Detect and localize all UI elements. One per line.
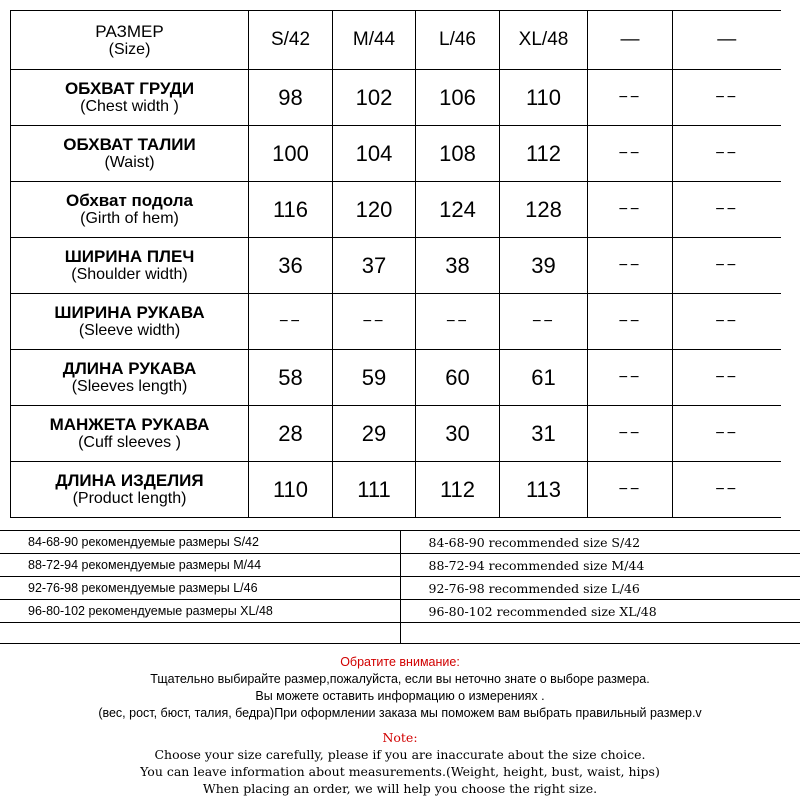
- size-header-xl: XL/48: [500, 11, 588, 70]
- recommendation-en: 96-80-102 recommended size XL/48: [400, 600, 800, 623]
- measurement-value: −−: [673, 70, 781, 126]
- recommendation-en: 92-76-98 recommended size L/46: [400, 577, 800, 600]
- measurement-label-en: (Cuff sleeves ): [78, 434, 181, 451]
- measurement-value: −−: [673, 350, 781, 406]
- measurement-value: −−: [333, 294, 416, 350]
- measurement-label-ru: ШИРИНА РУКАВА: [54, 303, 205, 322]
- measurement-value: 36: [249, 238, 333, 294]
- measurement-label-ru: ДЛИНА ИЗДЕЛИЯ: [55, 471, 204, 490]
- size-header-s: S/42: [249, 11, 333, 70]
- measurement-label-en: (Shoulder width): [71, 266, 188, 283]
- measurement-value: 110: [249, 462, 333, 518]
- measurement-value: 29: [333, 406, 416, 462]
- measurement-value: 113: [500, 462, 588, 518]
- measurement-label-ru: Обхват подола: [66, 191, 193, 210]
- measurement-value: 60: [416, 350, 500, 406]
- notes-ru-title: Обратите внимание:: [340, 655, 460, 669]
- notes-english: [0, 729, 800, 797]
- measurement-value: 111: [333, 462, 416, 518]
- size-header-label-cell: [11, 11, 249, 70]
- measurement-label-cell: [11, 350, 249, 406]
- measurement-value: 30: [416, 406, 500, 462]
- recommendation-en: 84-68-90 recommended size S/42: [400, 531, 800, 554]
- measurement-value: 110: [500, 70, 588, 126]
- recommendation-blank-row: [0, 623, 800, 644]
- measurement-row: [11, 462, 781, 518]
- measurement-value: 98: [249, 70, 333, 126]
- measurement-label-en: (Girth of hem): [80, 210, 179, 227]
- measurement-label-cell: [11, 406, 249, 462]
- measurement-value: −−: [673, 462, 781, 518]
- size-header-label-ru: РАЗМЕР: [95, 21, 164, 41]
- measurement-value: 108: [416, 126, 500, 182]
- measurement-value: −−: [588, 182, 673, 238]
- recommendation-row: [0, 600, 800, 623]
- measurement-value: −−: [249, 294, 333, 350]
- measurement-label-en: (Sleeves length): [71, 378, 188, 395]
- measurement-row: [11, 70, 781, 126]
- size-header-row: [11, 11, 781, 70]
- measurement-value: 100: [249, 126, 333, 182]
- measurement-value: −−: [588, 238, 673, 294]
- measurement-value: −−: [673, 294, 781, 350]
- measurement-value: −−: [588, 350, 673, 406]
- recommendation-row: [0, 531, 800, 554]
- recommendation-row: [0, 554, 800, 577]
- measurement-value: −−: [673, 182, 781, 238]
- measurement-value: 28: [249, 406, 333, 462]
- measurement-value: 104: [333, 126, 416, 182]
- measurement-value: 59: [333, 350, 416, 406]
- measurement-value: 102: [333, 70, 416, 126]
- measurement-value: 120: [333, 182, 416, 238]
- measurement-label-cell: [11, 294, 249, 350]
- recommendation-blank-cell: [0, 623, 400, 644]
- measurement-value: 39: [500, 238, 588, 294]
- recommendation-ru: 96-80-102 рекомендуемые размеры XL/48: [0, 600, 400, 623]
- measurement-label-cell: [11, 182, 249, 238]
- measurement-value: −−: [588, 70, 673, 126]
- measurement-value: 38: [416, 238, 500, 294]
- recommendation-blank-cell: [400, 623, 800, 644]
- size-header-l: L/46: [416, 11, 500, 70]
- measurement-value: 124: [416, 182, 500, 238]
- measurement-value: −−: [416, 294, 500, 350]
- measurement-value: −−: [588, 462, 673, 518]
- size-chart-table: [10, 10, 781, 518]
- notes-en-title: Note:: [382, 730, 418, 745]
- measurement-value: 128: [500, 182, 588, 238]
- measurement-row: [11, 126, 781, 182]
- measurement-label-cell: [11, 462, 249, 518]
- notes-en-line: You can leave information about measurements.(Weight, height, bust, waist, hips): [140, 764, 660, 779]
- measurement-value: 106: [416, 70, 500, 126]
- measurement-value: −−: [588, 294, 673, 350]
- measurement-row: [11, 294, 781, 350]
- recommendation-ru: 92-76-98 рекомендуемые размеры L/46: [0, 577, 400, 600]
- recommendation-ru: 84-68-90 рекомендуемые размеры S/42: [0, 531, 400, 554]
- notes-ru-line: Вы можете оставить информацию о измерениях .: [255, 689, 545, 703]
- measurement-label-en: (Chest width ): [80, 98, 179, 115]
- measurement-row: [11, 238, 781, 294]
- measurement-value: 37: [333, 238, 416, 294]
- measurement-label-en: (Waist): [104, 154, 155, 171]
- recommendation-row: [0, 577, 800, 600]
- measurement-value: −−: [673, 126, 781, 182]
- notes-ru-line: (вес, рост, бюст, талия, бедра)При оформлении заказа мы поможем вам выбрать правильный размер.v: [98, 706, 702, 720]
- size-header-extra-2: —: [673, 11, 781, 70]
- size-header-extra-1: —: [588, 11, 673, 70]
- measurement-label-ru: ОБХВАТ ГРУДИ: [64, 79, 195, 98]
- measurement-label-ru: ОБХВАТ ТАЛИИ: [63, 135, 196, 154]
- measurement-row: [11, 406, 781, 462]
- notes-en-line: When placing an order, we will help you choose the right size.: [202, 781, 598, 796]
- recommendation-en: 88-72-94 recommended size M/44: [400, 554, 800, 577]
- recommendation-table: [0, 530, 800, 644]
- measurement-label-en: (Sleeve width): [78, 322, 181, 339]
- measurement-label-cell: [11, 126, 249, 182]
- measurement-value: 61: [500, 350, 588, 406]
- size-header-m: M/44: [333, 11, 416, 70]
- measurement-label-ru: ДЛИНА РУКАВА: [62, 359, 197, 378]
- measurement-value: 112: [500, 126, 588, 182]
- notes-russian: [0, 654, 800, 722]
- measurement-value: 31: [500, 406, 588, 462]
- measurement-label-cell: [11, 238, 249, 294]
- measurement-label-ru: ШИРИНА ПЛЕЧ: [64, 247, 195, 266]
- measurement-label-cell: [11, 70, 249, 126]
- notes-ru-line: Тщательно выбирайте размер,пожалуйста, если вы неточно знате о выборе размера.: [150, 672, 650, 686]
- measurement-label-en: (Product length): [72, 490, 187, 507]
- measurement-value: −−: [673, 406, 781, 462]
- size-header-label-en: (Size): [108, 40, 151, 58]
- measurement-row: [11, 350, 781, 406]
- measurement-value: −−: [500, 294, 588, 350]
- measurement-value: −−: [588, 406, 673, 462]
- measurement-row: [11, 182, 781, 238]
- measurement-value: 58: [249, 350, 333, 406]
- measurement-value: −−: [673, 238, 781, 294]
- measurement-label-ru: МАНЖЕТА РУКАВА: [49, 415, 210, 434]
- recommendation-ru: 88-72-94 рекомендуемые размеры M/44: [0, 554, 400, 577]
- measurement-value: 116: [249, 182, 333, 238]
- measurement-value: 112: [416, 462, 500, 518]
- notes-en-line: Choose your size carefully, please if you are inaccurate about the size choice.: [154, 747, 646, 762]
- measurement-value: −−: [588, 126, 673, 182]
